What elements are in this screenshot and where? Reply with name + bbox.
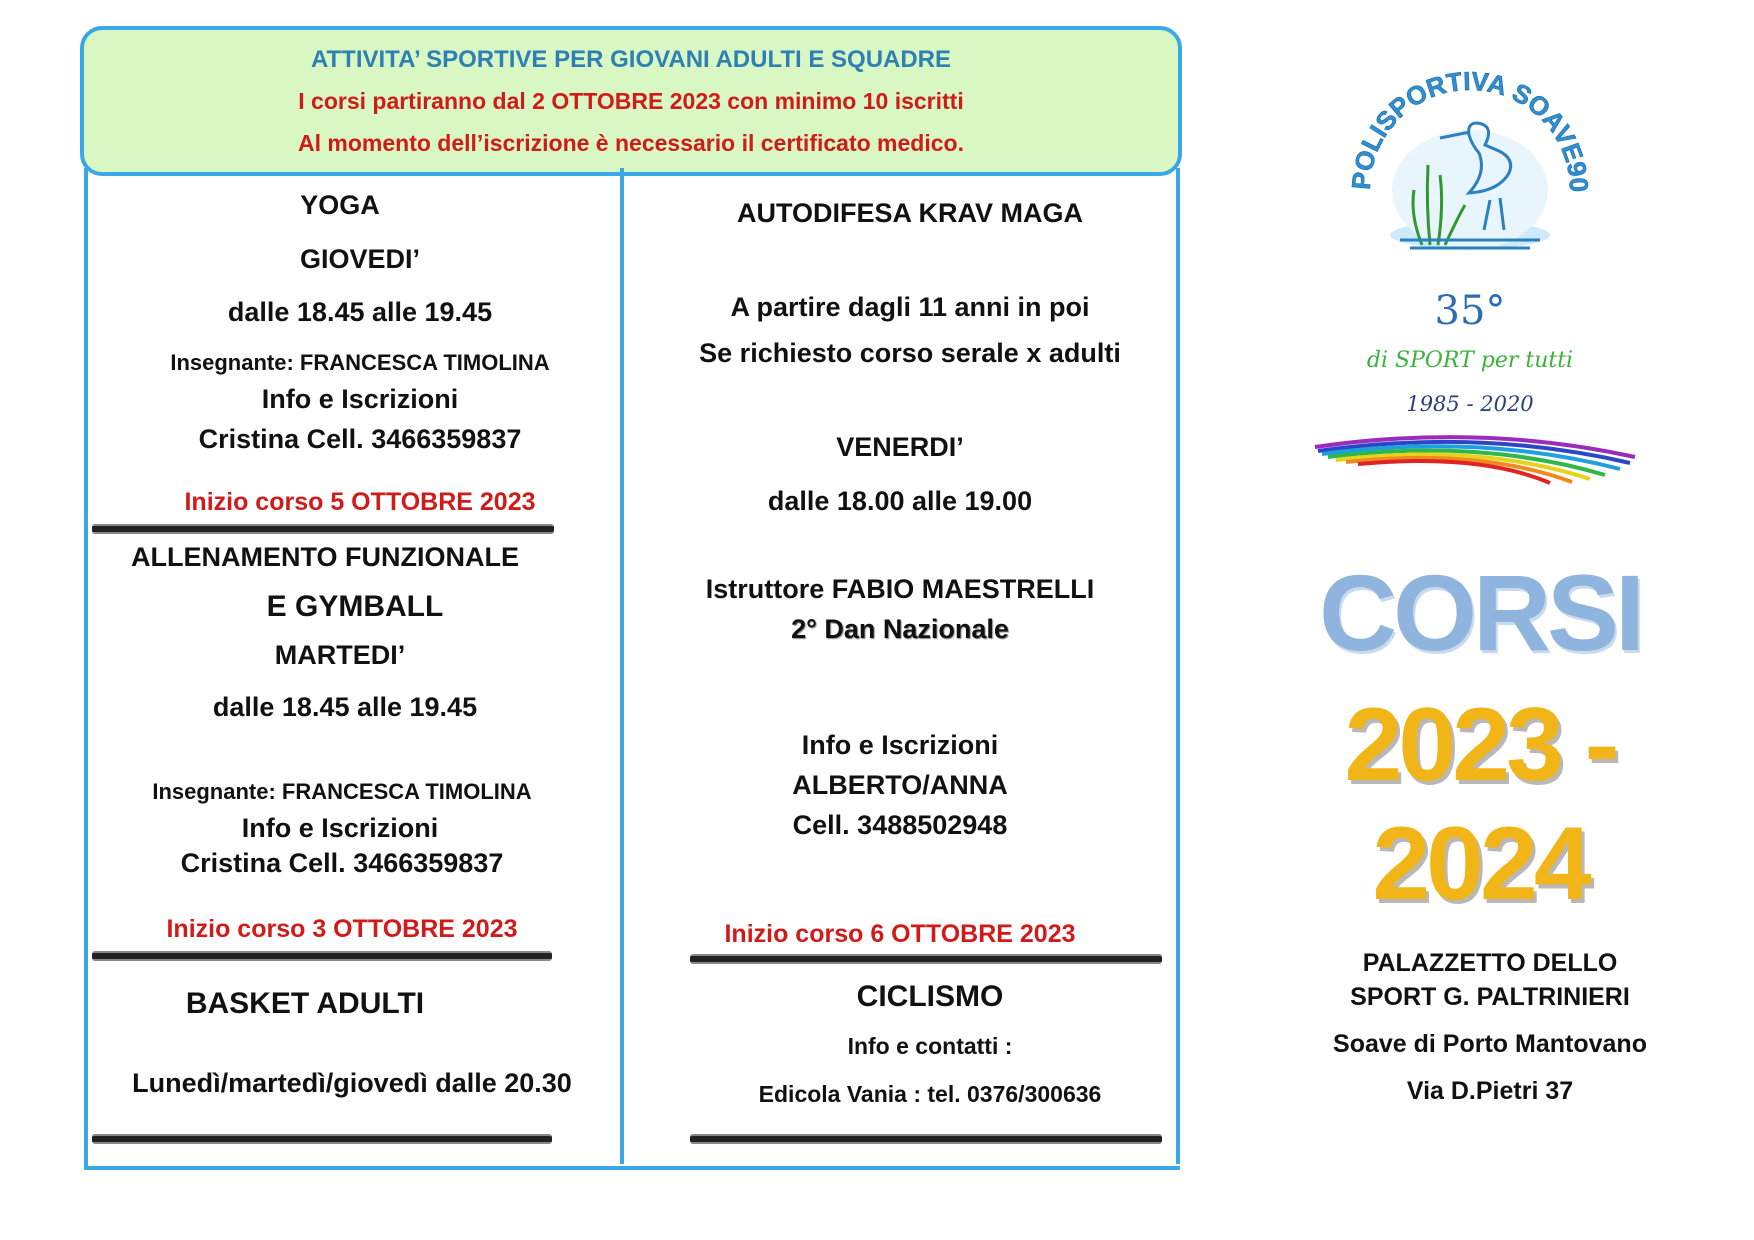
frame-middle — [620, 168, 624, 1164]
yoga-contact: Cristina Cell. 3466359837 — [198, 424, 522, 454]
funzionale-start-date: Inizio corso 3 OTTOBRE 2023 — [166, 915, 518, 943]
separator — [92, 524, 554, 534]
basket-title: BASKET ADULTI — [185, 987, 425, 1020]
anniversary: 35° — [1434, 288, 1506, 334]
club-logo — [1320, 60, 1620, 280]
venue-line2: SPORT G. PALTRINIERI — [1350, 983, 1630, 1011]
kravmaga-names: ALBERTO/ANNA — [792, 770, 1008, 800]
corsi-heading: CORSI — [1318, 552, 1642, 673]
yoga-time: dalle 18.45 alle 19.45 — [227, 297, 493, 327]
header-title: ATTIVITA’ SPORTIVE PER GIOVANI ADULTI E SQUADRE — [310, 46, 952, 73]
header-certificate-note: Al momento dell’iscrizione è necessario il certificato medico. — [298, 130, 964, 156]
separator — [92, 1134, 552, 1144]
funzionale-time: dalle 18.45 alle 19.45 — [212, 692, 478, 722]
venue-line1: PALAZZETTO DELLO — [1362, 949, 1618, 977]
funzionale-teacher: Insegnante: FRANCESCA TIMOLINA — [152, 779, 532, 804]
frame-left — [84, 168, 88, 1170]
separator — [92, 951, 552, 961]
kravmaga-day: VENERDI’ — [836, 432, 964, 462]
funzionale-subtitle: E GYMBALL — [266, 590, 444, 623]
yoga-title: YOGA — [300, 190, 380, 220]
kravmaga-start-date: Inizio corso 6 OTTOBRE 2023 — [724, 920, 1076, 948]
venue-line3: Soave di Porto Mantovano — [1333, 1030, 1647, 1058]
kravmaga-adults: Se richiesto corso serale x adulti — [699, 338, 1121, 368]
kravmaga-info: Info e Iscrizioni — [801, 730, 999, 760]
slogan: di SPORT per tutti — [1366, 348, 1574, 373]
kravmaga-phone: Cell. 3488502948 — [792, 810, 1008, 840]
anniversary-years: 1985 - 2020 — [1406, 392, 1534, 416]
header-banner — [80, 26, 1182, 176]
funzionale-title: ALLENAMENTO FUNZIONALE — [131, 542, 519, 572]
frame-bottom — [84, 1166, 1180, 1170]
kravmaga-title: AUTODIFESA KRAV MAGA — [736, 198, 1083, 228]
kravmaga-rank: 2° Dan Nazionale — [791, 614, 1009, 644]
yoga-day: GIOVEDI’ — [299, 244, 421, 274]
yoga-start-date: Inizio corso 5 OTTOBRE 2023 — [184, 488, 536, 516]
season-heading: 2023 - 2024 — [1344, 687, 1616, 922]
frame-right — [1176, 168, 1180, 1164]
funzionale-contact: Cristina Cell. 3466359837 — [180, 848, 504, 878]
kravmaga-age: A partire dagli 11 anni in poi — [730, 292, 1090, 322]
logo-text: POLISPORTIVA SOAVE90 — [1345, 65, 1595, 193]
yoga-info: Info e Iscrizioni — [261, 384, 459, 414]
funzionale-day: MARTEDI’ — [274, 640, 406, 670]
separator — [690, 954, 1162, 964]
header-start-note: I corsi partiranno dal 2 OTTOBRE 2023 con minimo 10 iscritti — [298, 88, 964, 114]
ciclismo-contact: Edicola Vania : tel. 0376/300636 — [758, 1081, 1102, 1107]
venue-address: Via D.Pietri 37 — [1406, 1077, 1574, 1105]
heron-logo-icon — [1320, 60, 1620, 280]
basket-days: Lunedì/martedì/giovedì dalle 20.30 — [132, 1068, 572, 1098]
kravmaga-instructor: Istruttore FABIO MAESTRELLI — [705, 574, 1095, 604]
separator — [690, 1134, 1162, 1144]
funzionale-info: Info e Iscrizioni — [241, 813, 439, 843]
rainbow-swoosh-icon — [1310, 425, 1640, 485]
yoga-teacher: Insegnante: FRANCESCA TIMOLINA — [170, 350, 550, 375]
kravmaga-time: dalle 18.00 alle 19.00 — [767, 486, 1033, 516]
ciclismo-title: CICLISMO — [856, 980, 1004, 1013]
ciclismo-info: Info e contatti : — [847, 1033, 1013, 1059]
